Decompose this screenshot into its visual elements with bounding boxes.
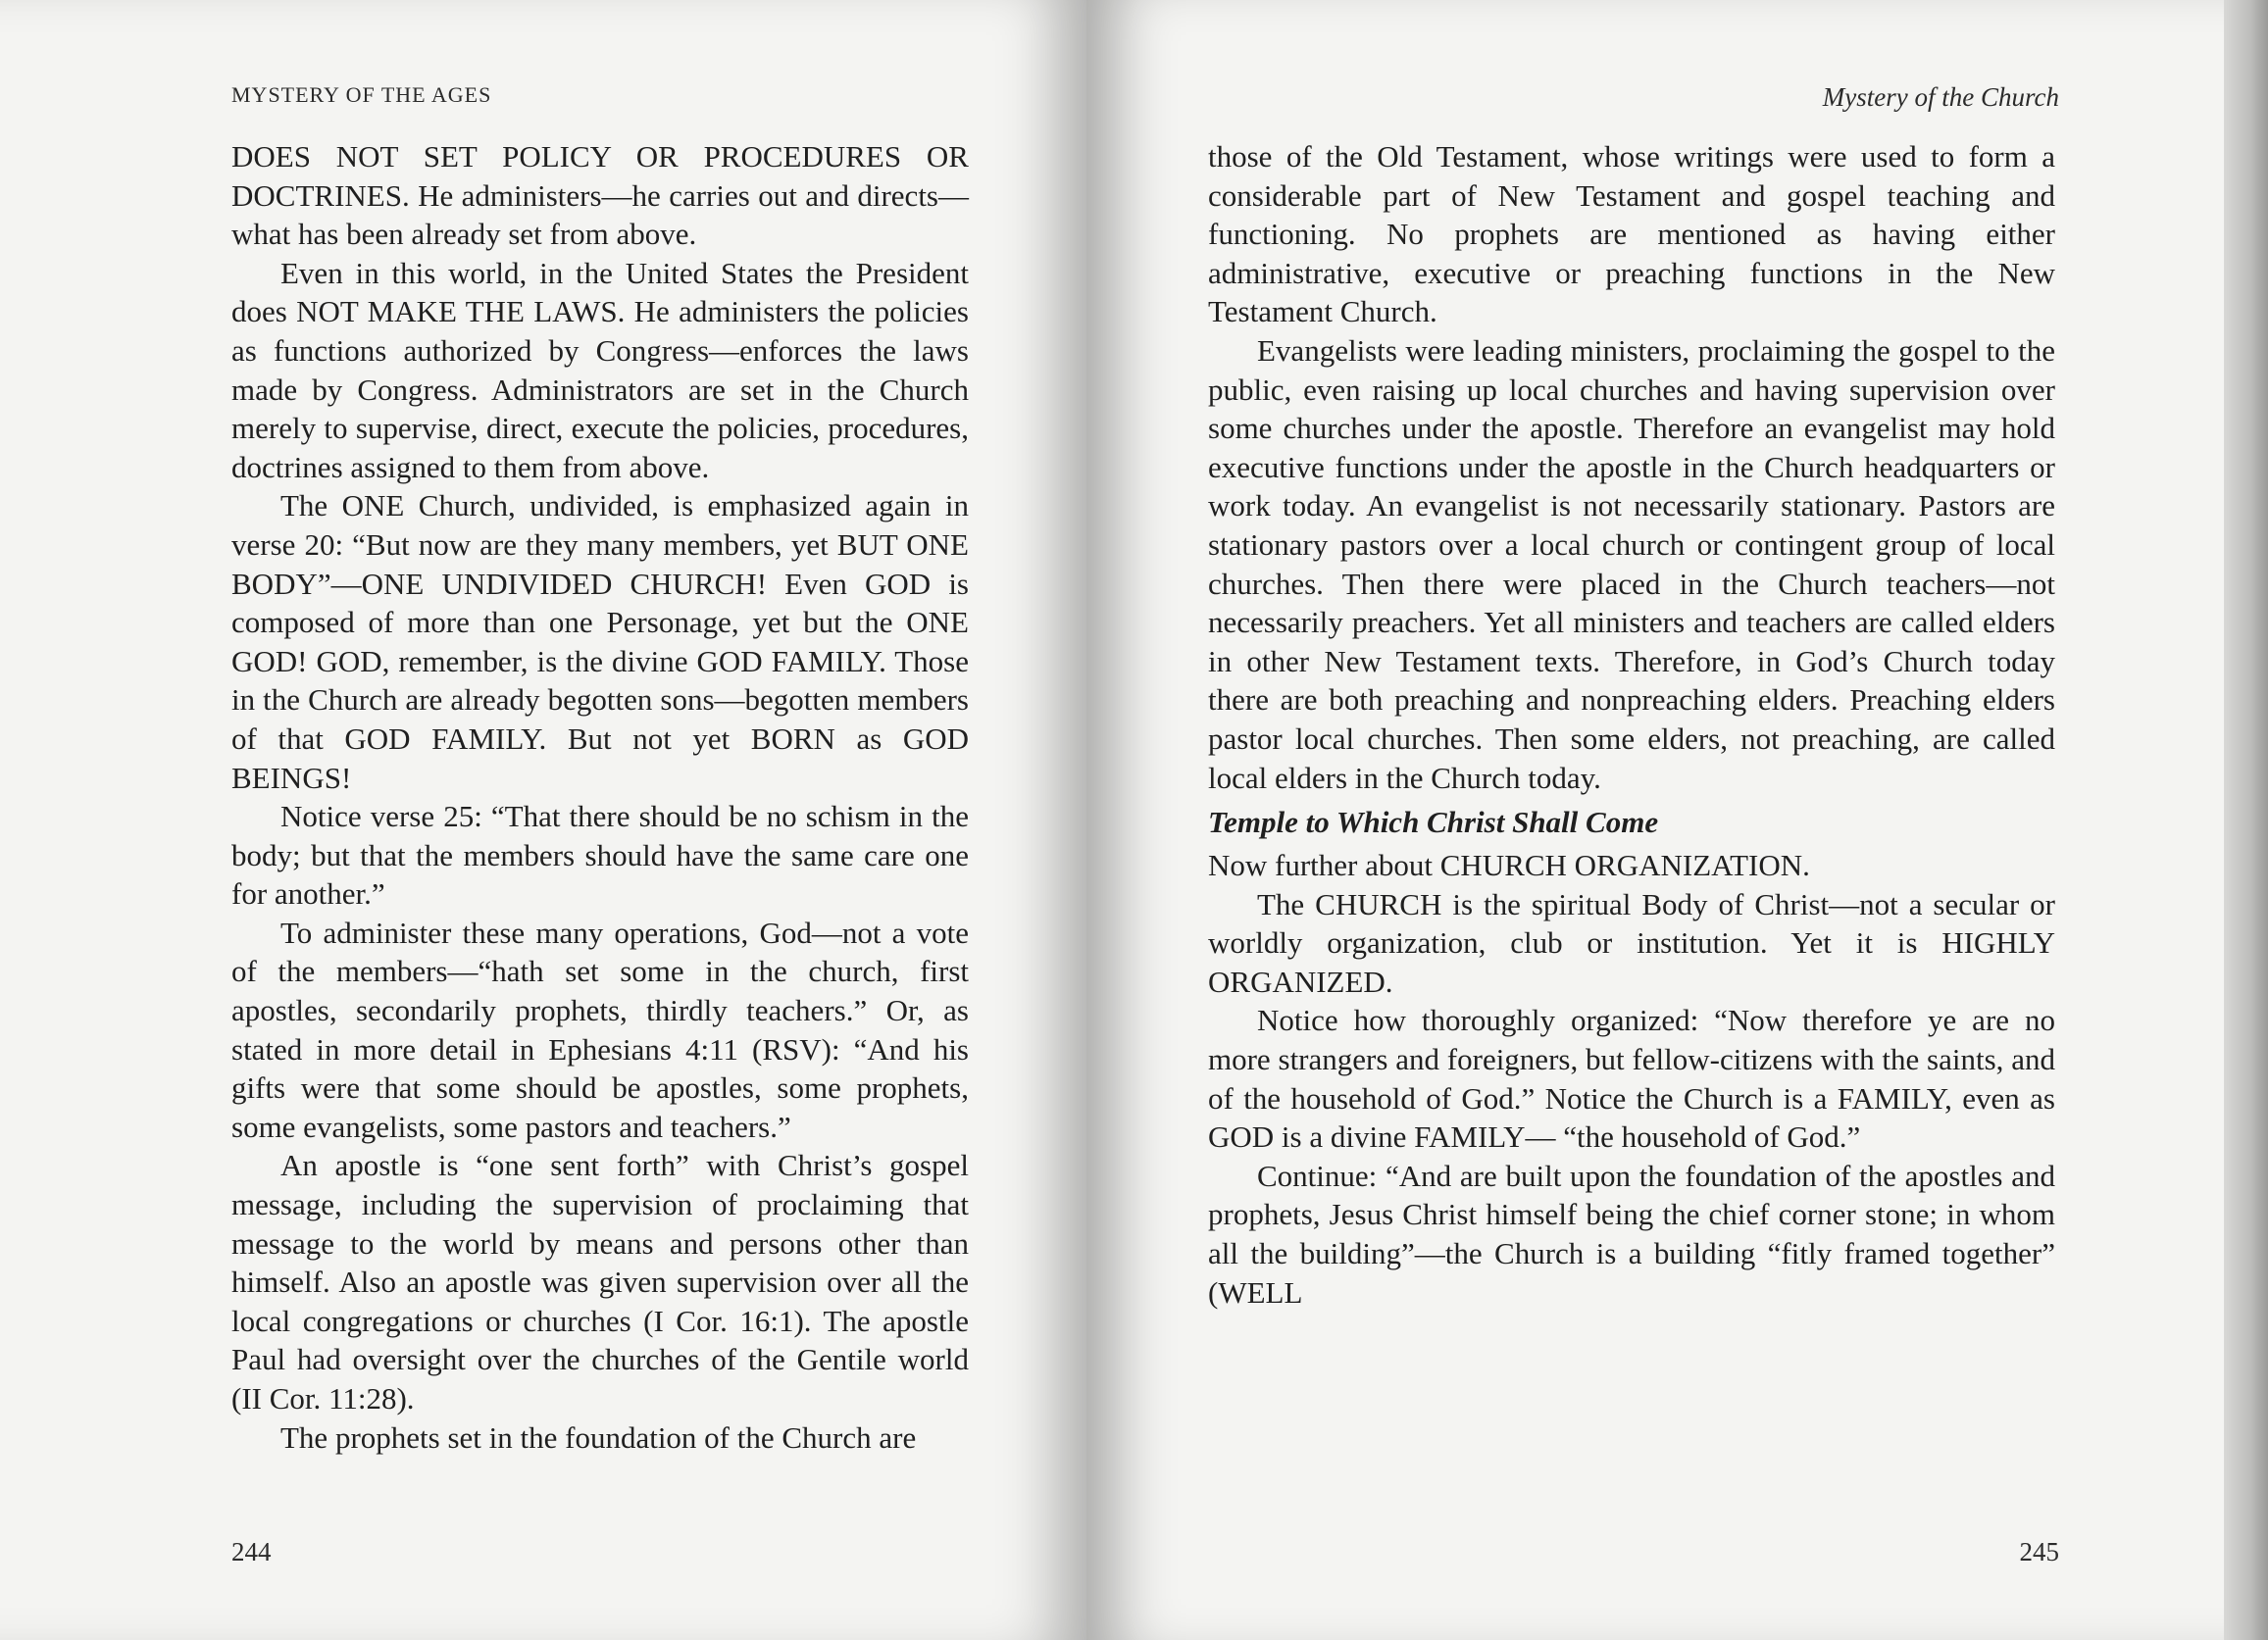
page-number: 244 [231,1537,272,1566]
paragraph: those of the Old Testament, whose writings were used to form a considerable part of New Testament and gospel teaching and functioning. No prophets are mentioned as having either administrative, executive or preaching functions in the New Testament Church. [1208,139,2055,329]
paragraph: To administer these many operations, God—not a vote of the members—“hath set some in the church, first apostles, secondarily prophets, thirdly teachers.” Or, as stated in more detail in Ephesians 4:11 (RSV): “And his gifts were that some should be apostles, some prophets, some evangelists, some pastors and teachers.” [231,915,969,1144]
paragraph: DOES NOT SET POLICY OR PROCEDURES OR DOCTRINES. He administers—he carries out and directs—what has been already set from above. [231,139,969,252]
left-page [0,0,1086,1640]
page-edges [2224,0,2268,1640]
paragraph: Now further about CHURCH ORGANIZATION. [1208,848,1810,883]
running-head: MYSTERY OF THE AGES [231,82,492,107]
paragraph: Notice verse 25: “That there should be no schism in the body; but that the members should have the same care one for another.” [231,799,969,912]
paragraph: An apostle is “one sent forth” with Christ’s gospel message, including the supervision of proclaiming that message to the world by means and persons other than himself. Also an apostle was given supervision over all the local congregations or churches (I Cor. 16:1). The apostle Paul had oversight over the churches of the Gentile world (II Cor. 11:28). [231,1148,969,1416]
paragraph: Continue: “And are built upon the foundation of the apostles and prophets, Jesus Christ himself being the chief corner stone; in whom all the building”—the Church is a building “fitly framed together” (WELL [1208,1158,2055,1310]
paragraph: Even in this world, in the United States the President does NOT MAKE THE LAWS. He administers the policies as functions authorized by Congress—enforces the laws made by Congress. Administrators are set in the Church merely to supervise, direct, execute the policies, procedures, doctrines assigned to them from above. [231,255,969,484]
right-page [1086,0,2224,1640]
paragraph: Notice how thoroughly organized: “Now therefore ye are no more strangers and foreigners, but fellow-citizens with the saints, and of the household of God.” Notice the Church is a FAMILY, even as GOD is a divine FAMILY— “the household of God.” [1208,1003,2055,1155]
right-page-body [1208,137,2055,1312]
running-head: Mystery of the Church [1822,82,2059,112]
section-heading: Temple to Which Christ Shall Come [1208,805,1659,840]
paragraph: The CHURCH is the spiritual Body of Christ—not a secular or worldly organization, club or institution. Yet it is HIGHLY ORGANIZED. [1208,886,2055,999]
paragraph: The ONE Church, undivided, is emphasized again in verse 20: “But now are they many members, yet BUT ONE BODY”—ONE UNDIVIDED CHURCH! Even GOD is composed of more than one Personage, yet but the ONE GOD! GOD, remember, is the divine GOD FAMILY. Those in the Church are already begotten sons—begotten members of that GOD FAMILY. But not yet BORN as GOD BEINGS! [231,488,969,795]
left-page-body [231,137,969,1457]
page-number: 245 [2019,1537,2059,1566]
paragraph: The prophets set in the foundation of the Church are [280,1419,917,1455]
paragraph: Evangelists were leading ministers, proclaiming the gospel to the public, even raising up local churches and having supervision over some churches under the apostle. Therefore an evangelist may hold executive functions under the apostle in the Church headquarters or work today. An evangelist is not necessarily stationary. Pastors are stationary pastors over a local church or contingent group of local churches. Then there were placed in the Church teachers—not necessarily preachers. Yet all ministers and teachers are called elders in other New Testament texts. Therefore, in God’s Church today there are both preaching and nonpreaching elders. Preaching elders pastor local churches. Then some elders, not preaching, are called local elders in the Church today. [1208,332,2055,795]
